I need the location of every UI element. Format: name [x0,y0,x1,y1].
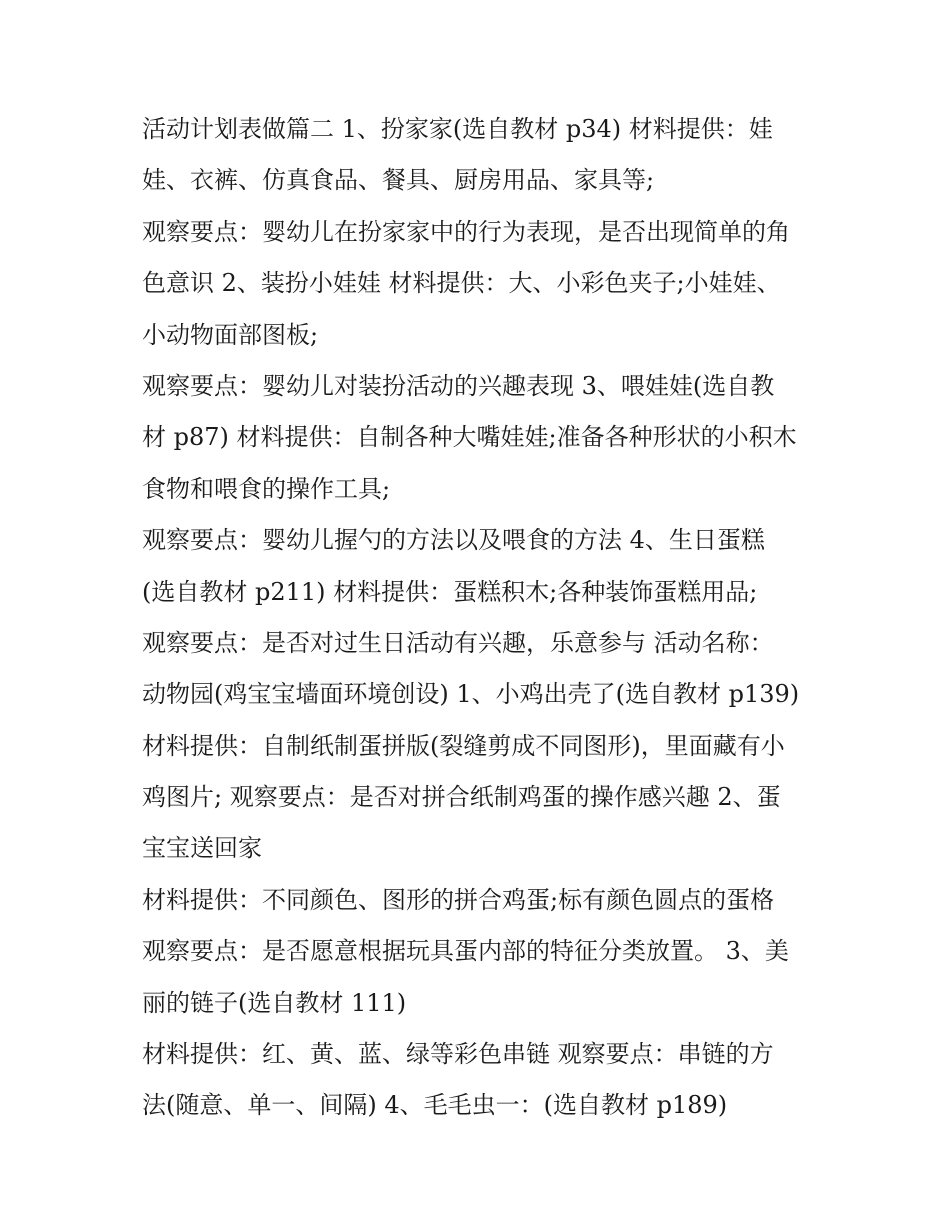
text-line: 法(随意、单一、间隔) 4、毛毛虫一：(选自教材 p189) [142,1091,728,1120]
text-line: 观察要点：婴幼儿在扮家家中的行为表现，是否出现简单的角 [142,217,790,246]
text-line: 丽的链子(选自教材 111) [142,988,407,1017]
text-line: (选自教材 p211) 材料提供：蛋糕积木;各种装饰蛋糕用品; [142,577,758,606]
text-line: 小动物面部图板; [142,320,319,349]
text-line: 观察要点：婴幼儿对装扮活动的兴趣表现 3、喂娃娃(选自教 [142,371,775,400]
text-line: 鸡图片; 观察要点：是否对拼合纸制鸡蛋的操作感兴趣 2、蛋 [142,783,781,812]
text-line: 观察要点：是否对过生日活动有兴趣，乐意参与 活动名称： [142,628,774,657]
text-line: 观察要点：是否愿意根据玩具蛋内部的特征分类放置。 3、美 [142,937,789,966]
text-line: 材料提供：自制纸制蛋拼版(裂缝剪成不同图形)，里面藏有小 [142,731,785,760]
text-line: 娃、衣裤、仿真食品、餐具、厨房用品、家具等; [142,166,655,195]
text-line: 色意识 2、装扮小娃娃 材料提供：大、小彩色夹子;小娃娃、 [142,269,781,298]
text-line: 活动计划表做篇二 1、扮家家(选自教材 p34) 材料提供：娃 [142,115,773,143]
text-line: 观察要点：婴幼儿握勺的方法以及喂食的方法 4、生日蛋糕 [142,526,765,555]
text-line: 动物园(鸡宝宝墙面环境创设) 1、小鸡出壳了(选自教材 p139) [142,680,800,709]
text-line: 食物和喂食的操作工具; [142,474,391,503]
document-body [142,104,842,1132]
text-line: 材料提供：不同颜色、图形的拼合鸡蛋;标有颜色圆点的蛋格 [142,885,775,914]
text-line: 材料提供：红、黄、蓝、绿等彩色串链 观察要点：串链的方 [142,1040,774,1069]
text-line: 宝宝送回家 [142,834,262,863]
text-line: 材 p87) 材料提供：自制各种大嘴娃娃;准备各种形状的小积木 [142,423,797,452]
